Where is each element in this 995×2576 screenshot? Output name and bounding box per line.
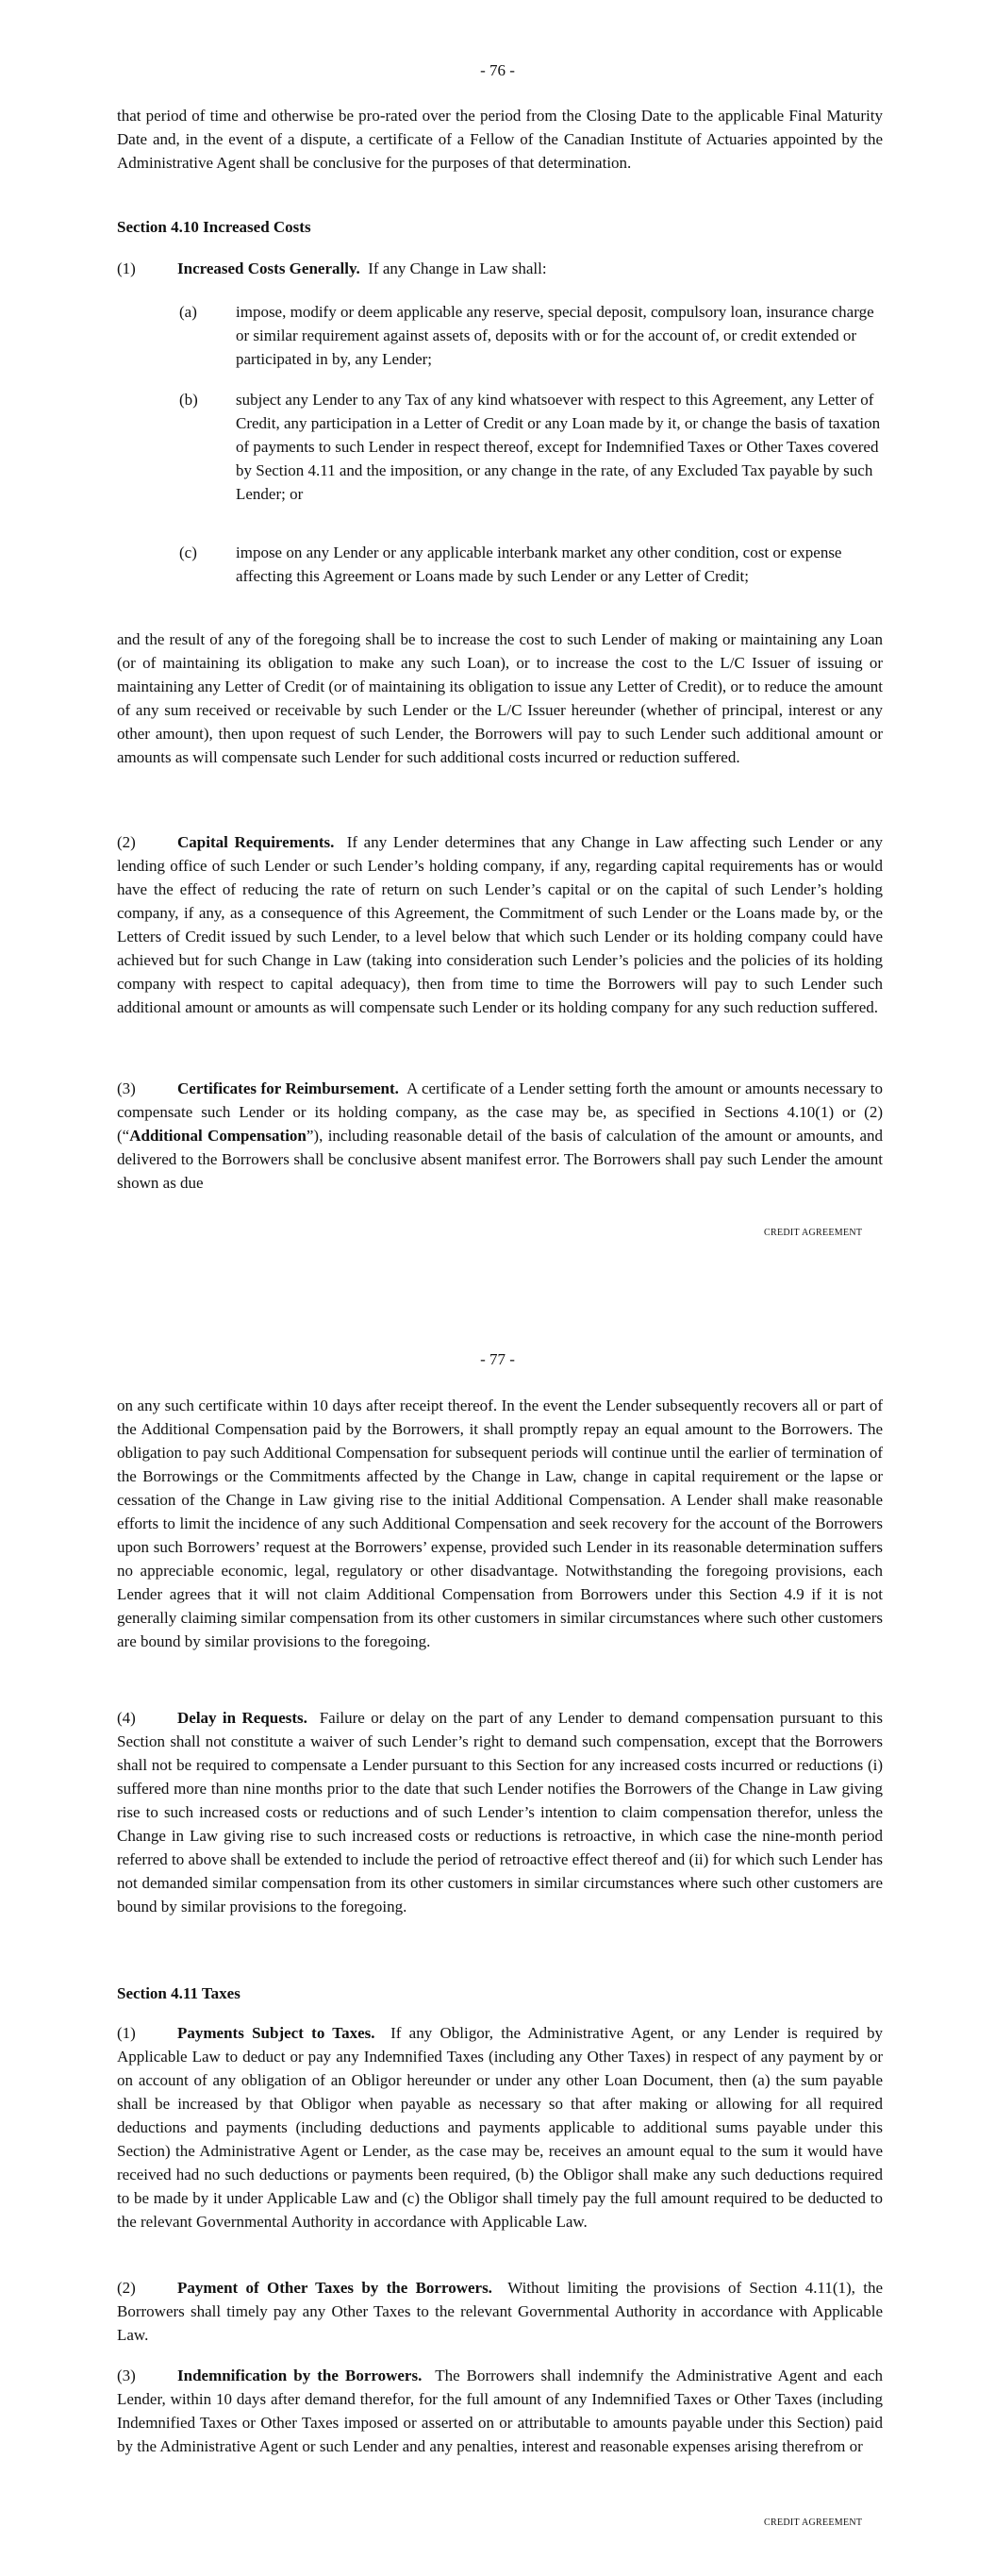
subsection-title: Payments Subject to Taxes. [177, 2024, 375, 2042]
footer-label: CREDIT AGREEMENT [764, 2517, 863, 2528]
subsection-text: Failure or delay on the part of any Lender to demand compensation pursuant to this Section shall not constitute a waiver of such Lender’s right to demand such compensation, except that the Borrowers shall not be required to compensate a Lender pursuant to this Section for any increased costs incurred or reductions (i) suffered more than nine months prior to the date that such Lender notifies the Borrowers of the Change in Law giving rise to such increased costs or reductions and of such Lender’s intention to claim compensation therefor, unless the Change in Law giving rise to such increased costs or reductions is retroactive, in which case the nine-month period referred to above shall be extended to include the period of retroactive effect thereof and (ii) for which such Lender has not demanded similar compensation from its other customers in similar circumstances where such other customers are bound by similar provisions to the foregoing. [117, 1709, 883, 1915]
subsection-text: If any Lender determines that any Change in Law affecting such Lender or any lending office of such Lender or such Lender’s holding company, if any, regarding capital requirements has or would have the effect of reducing the rate of return on such Lender’s capital or on the capital of such Lender’s holding company, if any, as a consequence of this Agreement, the Commitment of such Lender or the Loans made by, or the Letters of Credit issued by such Lender, to a level below that which such Lender or its holding company could have achieved but for such Change in Law (taking into consideration such Lender’s policies and the policies of its holding company with respect to capital adequacy), then from time to time the Borrowers will pay to such Lender such additional amount or amounts as will compensate such Lender or its holding company for any such reduction suffered. [117, 833, 884, 1016]
page-77 [0, 1288, 995, 2576]
result-paragraph: and the result of any of the foregoing shall be to increase the cost to such Lender of making or maintaining any Loan (or of maintaining its obligation to make any such Loan), or to increase the cost to the L/C Issuer of issuing or maintaining any Letter of Credit (or of maintaining its obligation to issue any Letter of Credit), or to reduce the amount of any sum received or receivable by such Lender or the L/C Issuer hereunder (whether of principal, interest or any other amount), then upon request of such Lender, the Borrowers will pay to such Lender such additional amount or amounts as will compensate such Lender for such additional costs incurred or reduction suffered. [117, 630, 883, 766]
subsection-number: (3) [117, 1079, 136, 1097]
clause-letter: (a) [179, 303, 197, 321]
subsection-text: Without limiting the provisions of Section 4.11(1), the Borrowers shall timely pay any Other Taxes to the relevant Governmental Authority in accordance with Applicable Law. [117, 2279, 883, 2344]
clause-b [179, 388, 883, 506]
subsection-number: (2) [117, 2279, 136, 2297]
defined-term: Additional Compensation [129, 1127, 307, 1145]
subsection-title: Delay in Requests. [177, 1709, 307, 1727]
subsection-title: Increased Costs Generally. [177, 259, 360, 277]
tax-subsection-2 [117, 2276, 883, 2347]
clause-c [179, 541, 883, 588]
subsection-1 [117, 257, 883, 280]
subsection-text: If any Obligor, the Administrative Agent, or any Lender is required by Applicable Law to deduct or pay any Indemnified Taxes (including any Other Taxes) in respect of any payment by or on account of any obligation of an Obligor hereunder or under any other Loan Document, then (a) the sum payable shall be increased by that Obligor when payable as necessary so that after making or allowing for all required deductions and payments (including deductions and payments applicable to additional sums payable under this Section) the Administrative Agent or Lender, as the case may be, receives an amount equal to the sum it would have received had no such deductions or payments been required, (b) the Obligor shall make any such deductions required to be made by it under Applicable Law and (c) the Obligor shall timely pay the full amount required to be deducted to the relevant Governmental Authority in accordance with Applicable Law. [117, 2024, 884, 2231]
subsection-3 [117, 1077, 883, 1195]
tax-subsection-3 [117, 2364, 883, 2458]
subsection-text: If any Change in Law shall: [368, 259, 547, 277]
subsection-number: (4) [117, 1709, 136, 1727]
section-heading: Section 4.10 Increased Costs [117, 218, 311, 236]
intro-paragraph: that period of time and otherwise be pro-rated over the period from the Closing Date to the applicable Final Maturity Date and, in the event of a dispute, a certificate of a Fellow of the Canadian Institute of Actuaries appointed by the Administrative Agent shall be conclusive for the purposes of that determination. [117, 107, 883, 172]
subsection-text: The Borrowers shall indemnify the Administrative Agent and each Lender, within 10 days after demand therefor, for the full amount of any Indemnified Taxes or Other Taxes (including Indemnified Taxes or Other Taxes imposed or asserted on or attributable to amounts payable under this Section) paid by the Administrative Agent or such Lender and any penalties, interest and reasonable expenses arising therefrom or [117, 2367, 883, 2455]
page-number: - 77 - [480, 1350, 515, 1368]
section-heading: Section 4.11 Taxes [117, 1984, 240, 2002]
clause-text: impose on any Lender or any applicable interbank market any other condition, cost or expense affecting this Agreement or Loans made by such Lender or any Letter of Credit; [236, 544, 842, 585]
clause-letter: (c) [179, 544, 197, 561]
tax-subsection-1 [117, 2021, 883, 2233]
footer-label: CREDIT AGREEMENT [764, 1228, 863, 1238]
subsection-title: Certificates for Reimbursement. [177, 1079, 399, 1097]
subsection-number: (2) [117, 833, 136, 851]
subsection-text: A certificate of a Lender setting forth the amount or amounts necessary to compensate such Lender or its holding company, as the case may be, as specified in Sections 4.10(1) or (2) (“ [117, 1079, 884, 1145]
subsection-number: (1) [117, 259, 136, 277]
clause-text: impose, modify or deem applicable any reserve, special deposit, compulsory loan, insurance charge or similar requirement against assets of, deposits with or for the account of, or credit extended or participated in by, any Lender; [236, 303, 874, 368]
subsection-4 [117, 1706, 883, 1918]
subsection-number: (1) [117, 2024, 136, 2042]
continuation-paragraph: on any such certificate within 10 days after receipt thereof. In the event the Lender subsequently recovers all or part of the Additional Compensation paid by the Borrowers, it shall promptly repay an equal amount to the Borrowers. The obligation to pay such Additional Compensation for subsequent periods will continue until the earlier of termination of the Borrowings or the Commitments affected by the Change in Law, change in capital requirement or the lapse or cessation of the Change in Law giving rise to the initial Additional Compensation. A Lender shall make reasonable efforts to limit the incidence of any such Additional Compensation and seek recovery for the account of the Borrowers upon such Borrowers’ request at the Borrowers’ expense, provided such Lender in its reasonable determination suffers no appreciable economic, legal, regulatory or other disadvantage. Notwithstanding the foregoing provisions, each Lender agrees that it will not claim Additional Compensation from Borrowers under this Section 4.9 if it is not generally claiming similar compensation from its other customers in similar circumstances where such other customers are bound by similar provisions to the foregoing. [117, 1397, 883, 1650]
clause-a [179, 300, 883, 371]
subsection-title: Payment of Other Taxes by the Borrowers. [177, 2279, 492, 2297]
clause-text: subject any Lender to any Tax of any kind whatsoever with respect to this Agreement, any Letter of Credit, any participation in a Letter of Credit or any Loan made by it, or change the basis of taxation of payments to such Lender in respect thereof, except for Indemnified Taxes or Other Taxes covered by Section 4.11 and the imposition, or any change in the rate, of any Excluded Tax payable by such Lender; or [236, 391, 881, 503]
subsection-number: (3) [117, 2367, 136, 2384]
subsection-2 [117, 830, 883, 1019]
clause-letter: (b) [179, 391, 198, 409]
subsection-title: Capital Requirements. [177, 833, 335, 851]
page-number: - 76 - [480, 61, 515, 79]
subsection-title: Indemnification by the Borrowers. [177, 2367, 423, 2384]
subsection-text-cont: ”), including reasonable detail of the basis of calculation of the amount or amounts, and delivered to the Borrowers shall be conclusive absent manifest error. The Borrowers shall pay such Lender the amount shown as due [117, 1127, 883, 1192]
